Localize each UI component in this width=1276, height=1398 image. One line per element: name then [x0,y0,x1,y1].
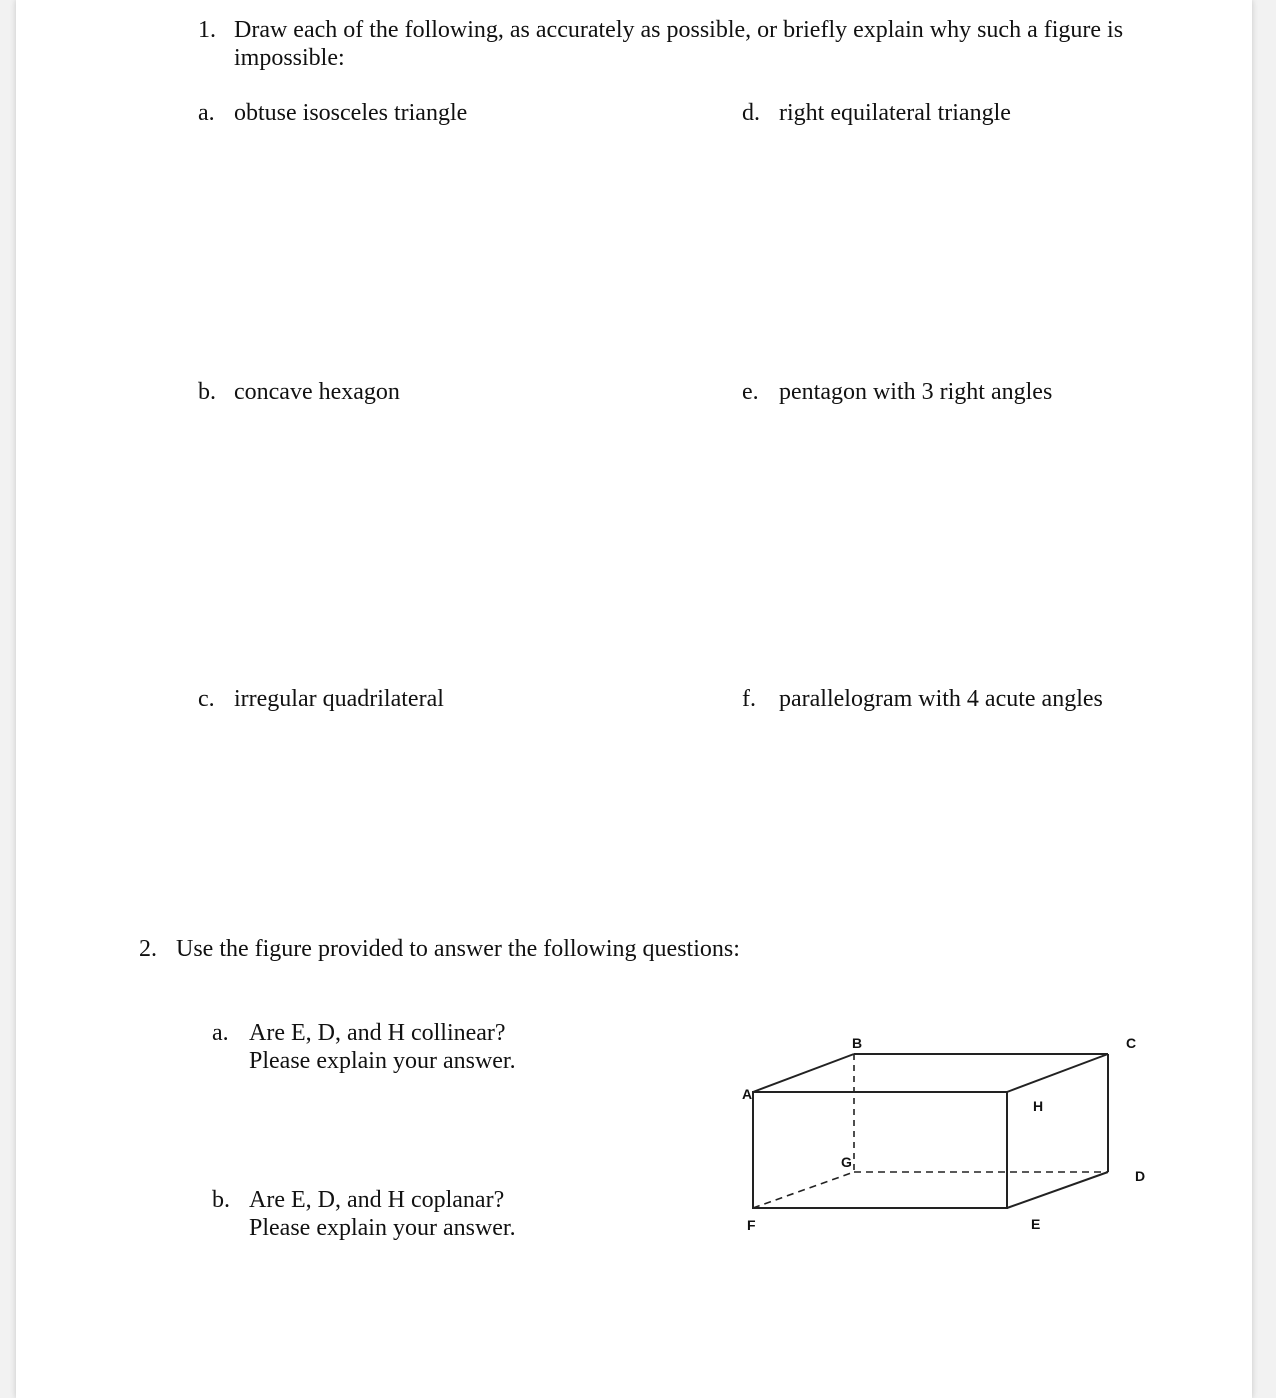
item-2b-line1: Are E, D, and H coplanar? [249,1187,505,1213]
item-1d-text: right equilateral triangle [779,100,1011,126]
label-F: F [747,1217,756,1233]
item-2a-line1: Are E, D, and H collinear? [249,1020,506,1046]
item-1b-letter: b. [198,379,216,405]
item-2a-letter: a. [212,1020,229,1046]
label-G: G [841,1154,852,1170]
item-1c-letter: c. [198,686,215,712]
item-2b-line2: Please explain your answer. [249,1215,516,1241]
item-2b-letter: b. [212,1187,230,1213]
label-D: D [1135,1168,1146,1184]
item-1f-letter: f. [742,686,756,712]
edge-bottom-right [1007,1172,1108,1208]
question-1-number: 1. [198,17,216,43]
item-2a-line2: Please explain your answer. [249,1048,516,1074]
item-1a-letter: a. [198,100,215,126]
rectangular-prism-figure [728,1020,1168,1250]
item-1a-text: obtuse isosceles triangle [234,100,468,126]
edge-top-left [753,1054,854,1092]
label-E: E [1031,1216,1041,1232]
label-B: B [852,1035,863,1051]
item-1e-letter: e. [742,379,759,405]
hidden-edge-bottom-left [753,1172,854,1208]
label-C: C [1126,1035,1137,1051]
edge-top-right [1007,1054,1108,1092]
label-H: H [1033,1098,1044,1114]
worksheet-page [16,0,1252,1398]
item-1e-text: pentagon with 3 right angles [779,379,1053,405]
item-1c-text: irregular quadrilateral [234,686,444,712]
item-1f-text: parallelogram with 4 acute angles [779,686,1103,712]
question-2-number: 2. [139,936,157,962]
front-face [753,1092,1007,1208]
question-1-prompt-line1: Draw each of the following, as accurately as possible, or briefly explain why such a figure is [234,17,1124,43]
question-2-prompt: Use the figure provided to answer the following questions: [176,936,740,962]
question-1-prompt-line2: impossible: [234,45,345,71]
item-1d-letter: d. [742,100,760,126]
label-A: A [742,1086,753,1102]
item-1b-text: concave hexagon [234,379,400,405]
